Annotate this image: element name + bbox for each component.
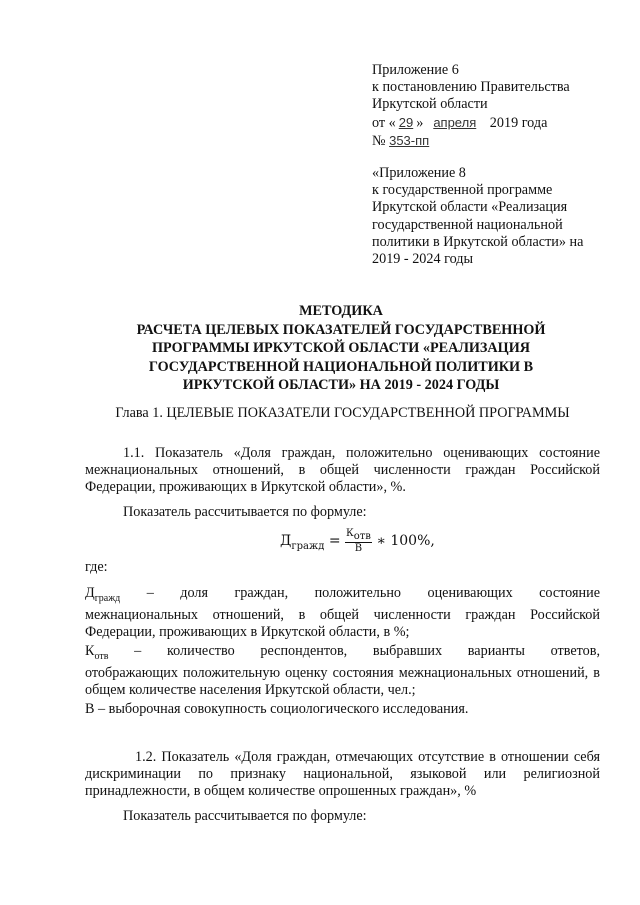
section-1-1-text: 1.1. Показатель «Доля граждан, положительно оценивающих состояние межнациональных отношений, в общей численности граждан Российской Федерации, проживающих в Иркутской области», %. (85, 445, 600, 496)
definition-k-rest: отображающих положительную оценку состояния межнациональных отношений, в общем количестве населения Иркутской области, чел.; (85, 665, 600, 699)
appendix-8-header (372, 165, 622, 268)
handwritten-number: 353-пп (389, 132, 430, 148)
formula-lhs: $Д_{гражд}$ (280, 533, 325, 552)
title-line: ПРОГРАММЫ ИРКУТСКОЙ ОБЛАСТИ «РЕАЛИЗАЦИЯ (151, 340, 530, 357)
appendix-8-line: 2019 - 2024 годы (372, 251, 474, 268)
title-line: ГОСУДАРСТВЕННОЙ НАЦИОНАЛЬНОЙ ПОЛИТИКИ В (148, 358, 534, 375)
appendix-6-number: № 353-пп (372, 132, 622, 150)
formula-intro-1: Показатель рассчитывается по формуле: (123, 504, 367, 520)
formula-rest: ∗ 100%, (376, 533, 435, 549)
definition-v: В – выборочная совокупность социологического исследования. (85, 701, 469, 717)
definition-k-first: – количество респондентов, выбравших варианты ответов, (134, 643, 600, 659)
appendix-6-date: от « 29 » апреля 2019 года (372, 114, 548, 131)
definition-d-symbol: $Д_{гражд}$ (85, 585, 121, 604)
appendix-8-line: Иркутской области «Реализация (372, 199, 568, 216)
document-title (86, 302, 596, 395)
chapter-heading: Глава 1. ЦЕЛЕВЫЕ ПОКАЗАТЕЛИ ГОСУДАРСТВЕННОЙ ПРОГРАММЫ (115, 405, 570, 421)
title-line: РАСЧЕТА ЦЕЛЕВЫХ ПОКАЗАТЕЛЕЙ ГОСУДАРСТВЕННОЙ (136, 321, 546, 338)
appendix-6-title: Приложение 6 (372, 62, 459, 78)
section-1-2-text: 1.2. Показатель «Доля граждан, отмечающих отсутствие в отношении себя дискриминации по признаку национальной, языковой или религиозной принадлежности, в общем количестве опрошенных граждан», % (85, 749, 600, 800)
appendix-6-line: к постановлению Правительства (372, 79, 570, 96)
formula-intro-2: Показатель рассчитывается по формуле: (123, 808, 367, 824)
definition-k (85, 643, 600, 699)
section-1-1 (85, 445, 600, 497)
handwritten-month: апреля (433, 114, 477, 130)
title-line: МЕТОДИКА (299, 303, 383, 319)
formula-fraction: $\frac{К_{отв}}{В}$ (346, 528, 371, 554)
appendix-8-title: «Приложение 8 (372, 165, 466, 181)
appendix-8-line: к государственной программе (372, 182, 553, 199)
title-line: ИРКУТСКОЙ ОБЛАСТИ» НА 2019 - 2024 ГОДЫ (182, 377, 500, 394)
handwritten-day: 29 (398, 114, 414, 130)
appendix-6-line: Иркутской области (372, 96, 488, 113)
formula-1 (280, 528, 435, 555)
definition-d (85, 585, 600, 641)
appendix-8-line: политики в Иркутской области» на (372, 233, 584, 250)
where-label: где: (85, 559, 108, 575)
formula-equals: = (328, 533, 341, 549)
definition-d-first: – доля граждан, положительно оценивающих состояние (146, 585, 601, 601)
appendix-8-line: государственной национальной (372, 216, 563, 233)
section-1-2 (85, 749, 600, 801)
appendix-6-header (372, 62, 622, 150)
definition-d-rest: межнациональных отношений, в общей численности граждан Российской Федерации, проживающих в Иркутской области, в %; (85, 607, 600, 641)
definition-k-symbol: $К_{отв}$ (85, 643, 109, 662)
